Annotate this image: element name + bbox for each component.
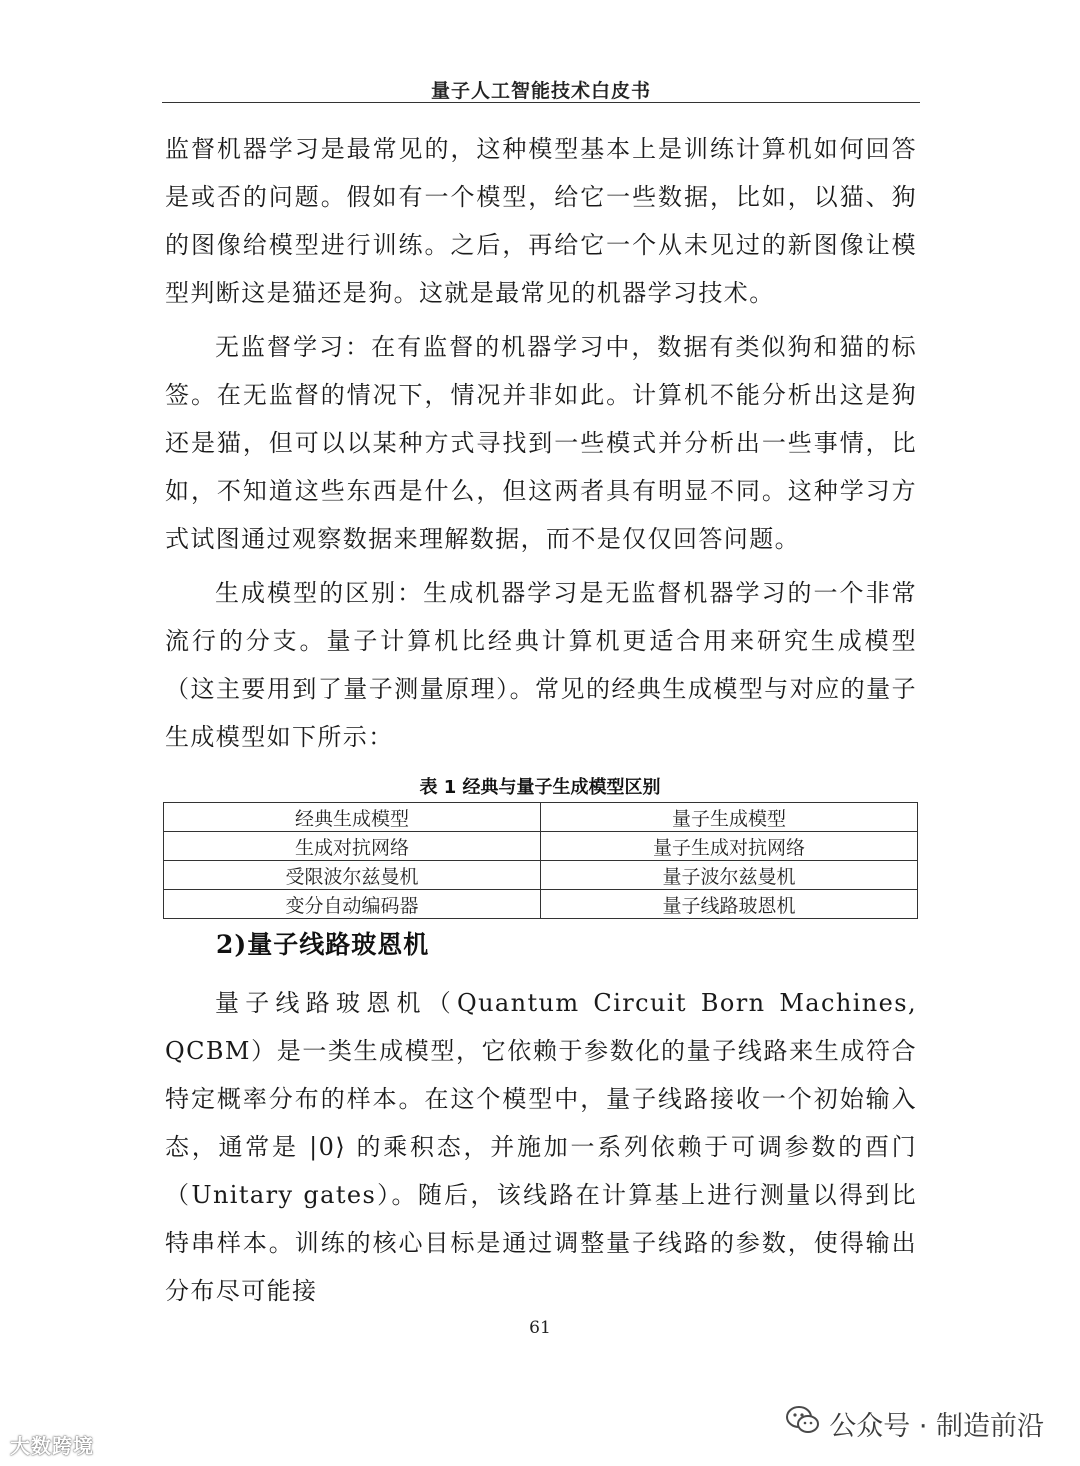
watermark-left: 大数跨境 bbox=[10, 1434, 94, 1458]
table-cell: 量子波尔兹曼机 bbox=[541, 861, 918, 890]
table-cell: 量子线路玻恩机 bbox=[541, 890, 918, 919]
page-header-title: 量子人工智能技术白皮书 bbox=[430, 80, 651, 102]
paragraph-qcbm bbox=[165, 979, 917, 1315]
paragraph-text: 量子线路玻恩机（Quantum Circuit Born Machines, QCBM）是一类生成模型，它依赖于参数化的量子线路来生成符合特定概率分布的样本。在这个模型中，量子线路接收一个初始输入态，通常是 |0⟩ 的乘积态，并施加一系列依赖于可调参数的酉门（Unitary gates）。随后，该线路在计算基上进行测量以得到比特串样本。训练的核心目标是通过调整量子线路的参数，使得输出分布尽可能接 bbox=[165, 989, 917, 1305]
table-cell: 生成对抗网络 bbox=[164, 832, 541, 861]
table-header-cell: 量子生成模型 bbox=[541, 803, 918, 832]
table-caption: 表 1 经典与量子生成模型区别 bbox=[419, 777, 661, 798]
table-row bbox=[164, 832, 918, 861]
watermark-right-text: 公众号 · 制造前沿 bbox=[829, 1411, 1044, 1442]
table-header-row bbox=[164, 803, 918, 832]
table-cell: 受限波尔兹曼机 bbox=[164, 861, 541, 890]
model-comparison-table bbox=[163, 802, 918, 919]
header-divider bbox=[162, 102, 920, 103]
page-number: 61 bbox=[529, 1318, 551, 1338]
paragraph-text: 无监督学习：在有监督的机器学习中，数据有类似狗和猫的标签。在无监督的情况下，情况并非如此。计算机不能分析出这是狗还是猫，但可以以某种方式寻找到一些模式并分析出一些事情，比如，不知道这些东西是什么，但这两者具有明显不同。这种学习方式试图通过观察数据来理解数据，而不是仅仅回答问题。 bbox=[165, 333, 917, 553]
wechat-icon bbox=[785, 1405, 829, 1442]
section-heading: 2)量子线路玻恩机 bbox=[216, 930, 430, 959]
table-row bbox=[164, 861, 918, 890]
paragraph-unsupervised bbox=[165, 323, 917, 563]
paragraph-generative bbox=[165, 569, 917, 761]
paragraph-text: 监督机器学习是最常见的，这种模型基本上是训练计算机如何回答是或否的问题。假如有一个模型，给它一些数据，比如，以猫、狗的图像给模型进行训练。之后，再给它一个从未见过的新图像让模型判断这是猫还是狗。这就是最常见的机器学习技术。 bbox=[165, 135, 917, 307]
paragraph-text: 生成模型的区别：生成机器学习是无监督机器学习的一个非常流行的分支。量子计算机比经典计算机更适合用来研究生成模型（这主要用到了量子测量原理）。常见的经典生成模型与对应的量子生成模型如下所示： bbox=[165, 579, 917, 751]
paragraph-supervised bbox=[165, 125, 917, 317]
table-cell: 量子生成对抗网络 bbox=[541, 832, 918, 861]
watermark-right bbox=[785, 1404, 1044, 1443]
table-row bbox=[164, 890, 918, 919]
table-cell: 变分自动编码器 bbox=[164, 890, 541, 919]
table-header-cell: 经典生成模型 bbox=[164, 803, 541, 832]
